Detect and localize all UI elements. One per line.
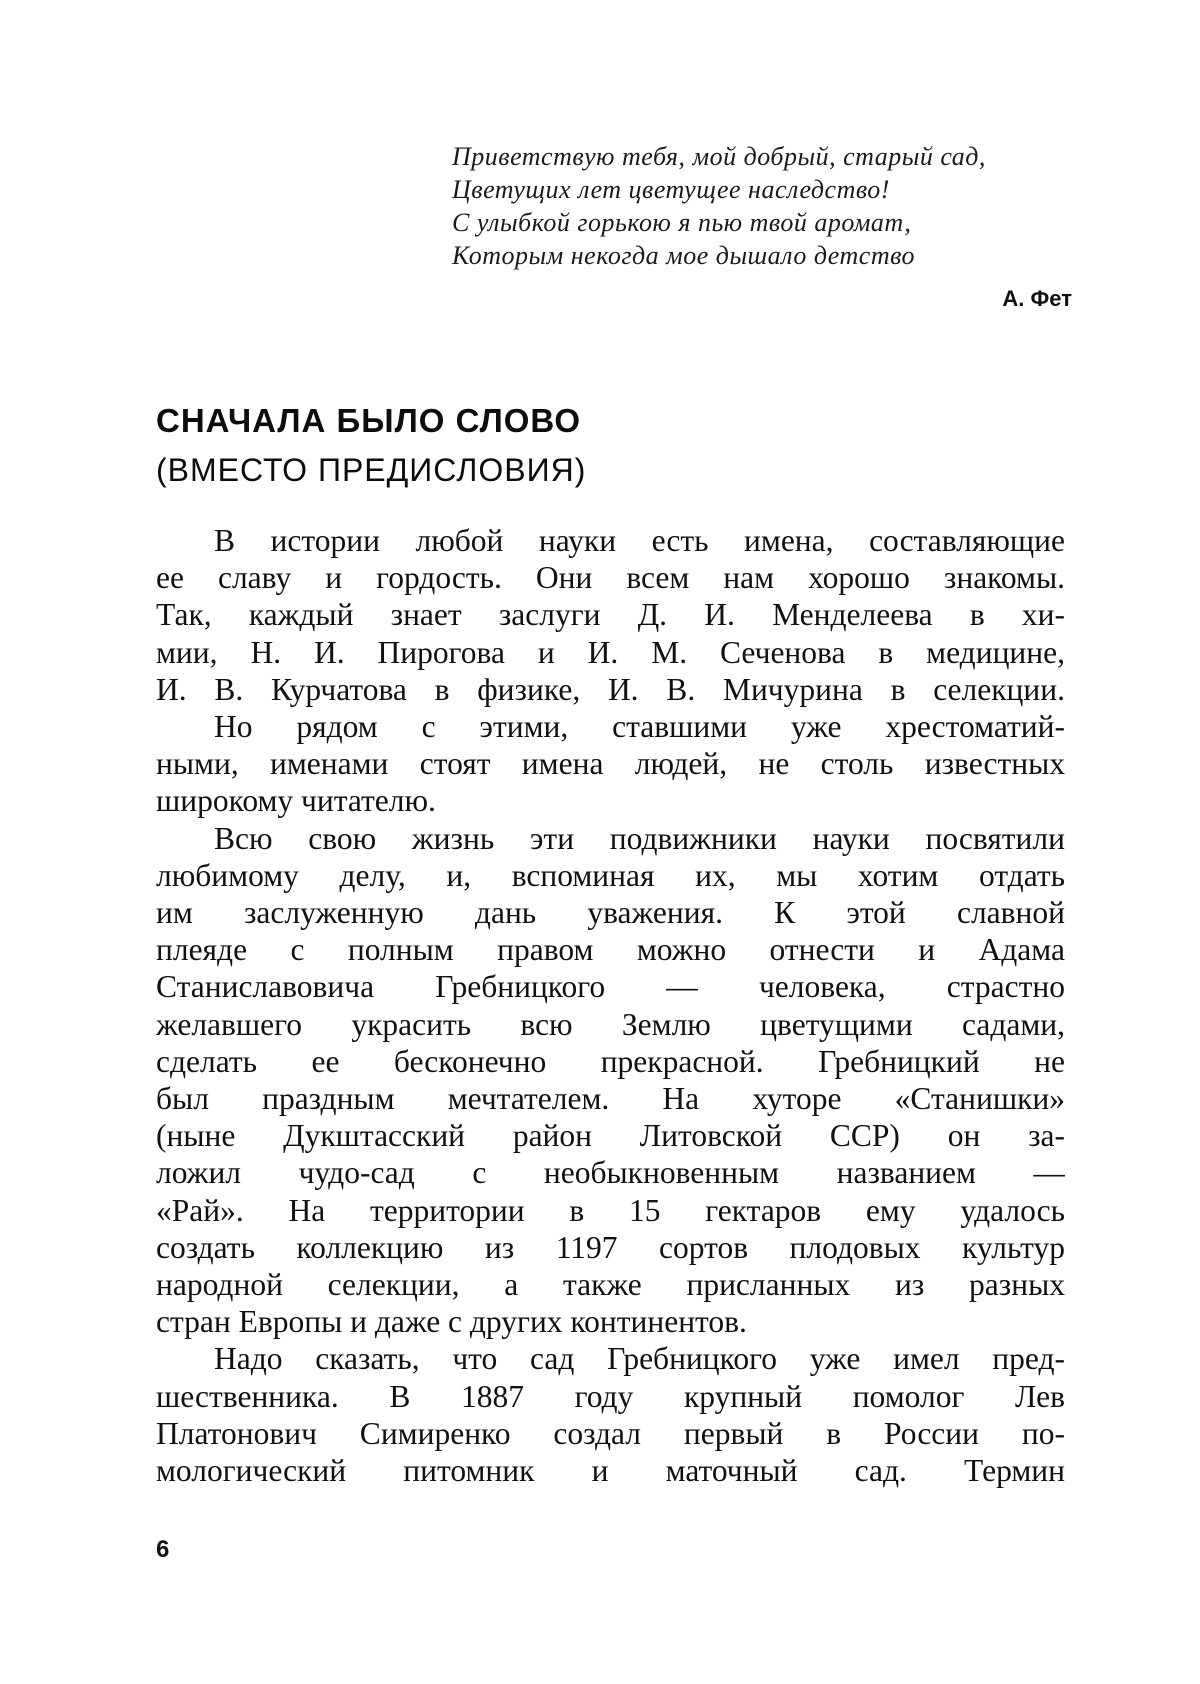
page-number: 6: [156, 1536, 170, 1563]
chapter-title: СНАЧАЛА БЫЛО СЛОВО: [156, 402, 582, 439]
text-line: мологический питомник и маточный сад. Термин: [156, 1453, 1065, 1489]
text-line: широкому читателю.: [156, 783, 436, 819]
paragraph: [156, 522, 1065, 708]
chapter-subtitle: (ВМЕСТО ПРЕДИСЛОВИЯ): [156, 452, 587, 488]
text-line: ее славу и гордость. Они всем нам хорошо знакомы.: [156, 560, 1065, 596]
text-line: Так, каждый знает заслуги Д. И. Менделеева в хи-: [156, 597, 1065, 633]
text-line: Станиславовича Гребницкого — человека, страстно: [156, 969, 1065, 1005]
epigraph-line: Которым некогда мое дышало детство: [452, 241, 916, 270]
text-line: желавшего украсить всю Землю цветущими садами,: [156, 1006, 1065, 1042]
epigraph-line: Приветствую тебя, мой добрый, старый сад,: [452, 142, 986, 171]
text-line: сделать ее бесконечно прекрасной. Гребницкий не: [156, 1043, 1065, 1079]
text-line: шественника. В 1887 году крупный помолог Лев: [156, 1378, 1065, 1414]
text-line: Но рядом с этими, ставшими уже хрестоматий-: [214, 709, 1065, 745]
text-line: В истории любой науки есть имена, составляющие: [214, 523, 1065, 558]
text-line: Платонович Симиренко создал первый в России по-: [156, 1415, 1065, 1451]
text-line: им заслуженную дань уважения. К этой славной: [156, 895, 1065, 931]
body-text: [156, 522, 1065, 1489]
text-line: народной селекции, а также присланных из разных: [156, 1267, 1065, 1303]
text-line: Надо сказать, что сад Гребницкого уже имел пред-: [214, 1341, 1065, 1377]
text-line: ными, именами стоят имена людей, не столь известных: [156, 746, 1065, 782]
text-line: стран Европы и даже с других континентов.: [156, 1304, 747, 1340]
text-line: «Рай». На территории в 15 гектаров ему удалось: [156, 1192, 1065, 1228]
text-line: любимому делу, и, вспоминая их, мы хотим отдать: [156, 857, 1065, 893]
text-line: И. В. Курчатова в физике, И. В. Мичурина в селекции.: [156, 671, 1065, 707]
text-line: создать коллекцию из 1197 сортов плодовых культур: [156, 1229, 1065, 1265]
text-line: плеяде с полным правом можно отнести и Адама: [156, 932, 1065, 968]
text-line: Всю свою жизнь эти подвижники науки посвятили: [214, 820, 1065, 856]
paragraph: [156, 708, 1065, 820]
epigraph-author: А. Фет: [1002, 286, 1072, 311]
paragraph: [156, 1340, 1065, 1489]
text-line: мии, Н. И. Пирогова и И. М. Сеченова в медицине,: [156, 634, 1065, 670]
text-line: (ныне Дукштасский район Литовской ССР) он за-: [156, 1118, 1065, 1154]
epigraph: [452, 140, 1072, 272]
text-line: ложил чудо-сад с необыкновенным названием —: [156, 1155, 1065, 1191]
epigraph-line: Цветущих лет цветущее наследство!: [452, 175, 890, 204]
paragraph: [156, 820, 1065, 1341]
epigraph-line: С улыбкой горькою я пью твой аромат,: [452, 208, 912, 237]
text-line: был праздным мечтателем. На хуторе «Станишки»: [156, 1081, 1065, 1117]
